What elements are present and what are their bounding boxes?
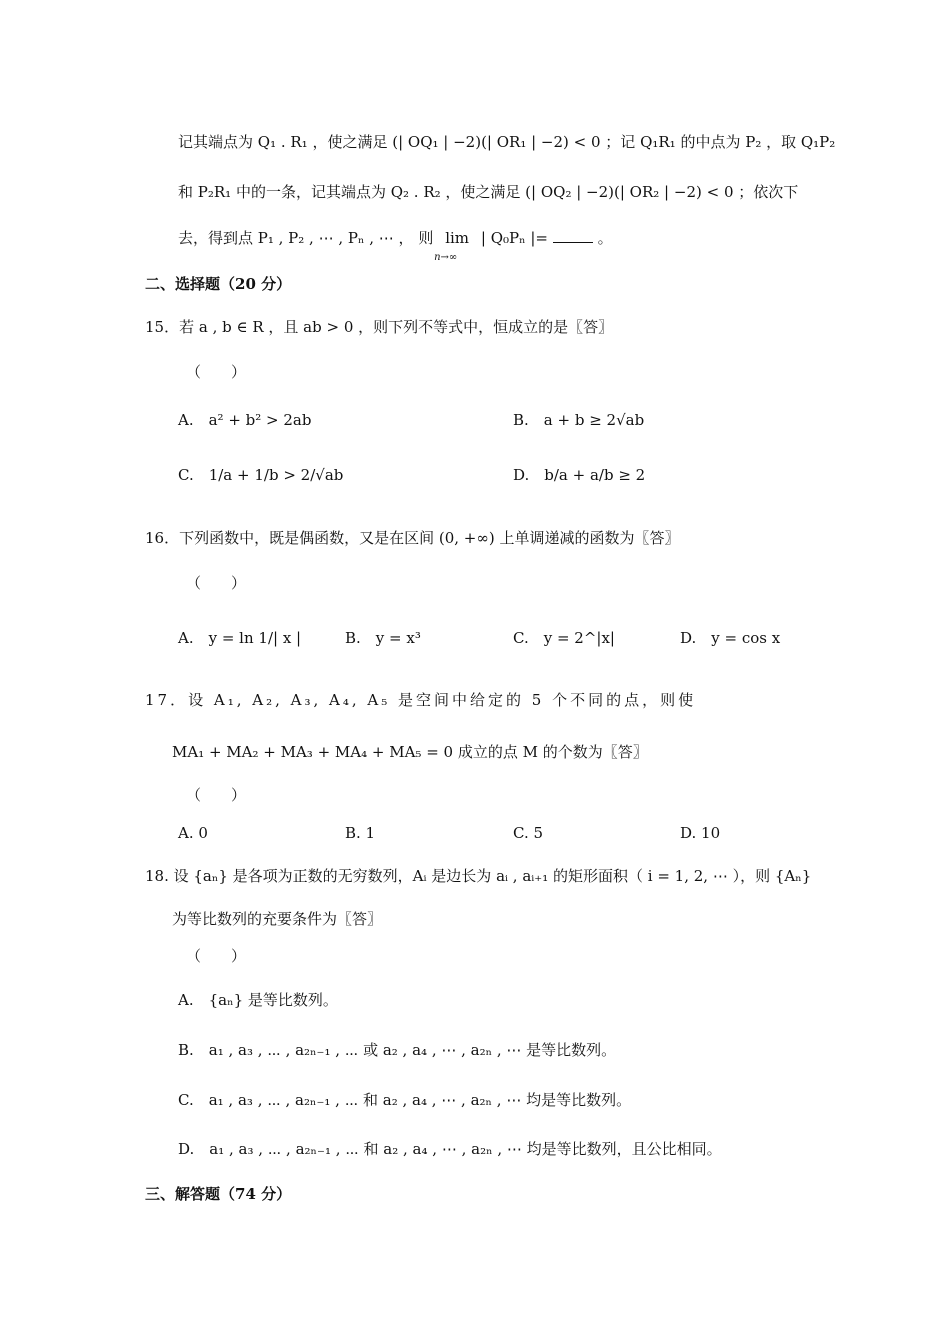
question-17-option-a: A. 0: [178, 824, 208, 842]
question-15-option-b: B. a + b ≥ 2√ab: [513, 411, 645, 429]
answer-blank[interactable]: [553, 228, 593, 243]
question-16-paren: （ ）: [186, 574, 247, 592]
question-18-option-b: B. a₁ , a₃ , ⋯ , a₂ₙ₋₁ , ⋯ 或 a₂ , a₄ , ⋯ , a₂ₙ , ⋯ 是等比数列。: [178, 1041, 617, 1059]
question-18-option-a: A. {aₙ} 是等比数列。: [178, 991, 338, 1009]
text-line-3-d: | Q₀Pₙ |=: [480, 229, 548, 247]
question-16-option-d: D. y = cos x: [680, 629, 781, 647]
question-15-option-a: A. a² + b² > 2ab: [178, 411, 312, 429]
question-15-option-c: C. 1/a + 1/b > 2/√ab: [178, 466, 344, 484]
text-line-2: 和 P₂R₁ 中的一条，记其端点为 Q₂ . R₂ ，使之满足 (| OQ₂ | −2)(| OR₂ | −2) < 0 ；依次下: [178, 183, 799, 201]
text-line-3-e: 。: [597, 229, 613, 247]
question-17-option-d: D. 10: [680, 824, 721, 842]
question-17-option-c: C. 5: [513, 824, 544, 842]
limit-subscript: n→∞: [434, 252, 458, 263]
question-17-option-b: B. 1: [345, 824, 376, 842]
section-heading-3: 三、解答题（74 分）: [145, 1185, 292, 1203]
limit-word: lim: [445, 229, 470, 247]
question-16: 16．下列函数中，既是偶函数，又是在区间 (0, +∞) 上单调递减的函数为〖答〗: [145, 529, 680, 547]
section-heading-2: 二、选择题（20 分）: [145, 275, 292, 293]
question-18: 18. 设 {aₙ} 是各项为正数的无穷数列，Aᵢ 是边长为 aᵢ , aᵢ₊₁ 的矩形面积（ i = 1, 2, ⋯ ），则 {Aₙ}: [145, 867, 812, 885]
question-16-option-a: A. y = ln 1/| x |: [178, 629, 302, 647]
limit-notation: [434, 228, 474, 263]
question-15-paren: （ ）: [186, 363, 247, 381]
question-18-option-d: D. a₁ , a₃ , ⋯ , a₂ₙ₋₁ , ⋯ 和 a₂ , a₄ , ⋯ , a₂ₙ , ⋯ 均是等比数列，且公比相同。: [178, 1140, 722, 1158]
question-17-line-2: MA₁ + MA₂ + MA₃ + MA₄ + MA₅ = 0 成立的点 M 的个数为〖答〗: [172, 743, 648, 761]
question-15-option-d: D. b/a + a/b ≥ 2: [513, 466, 646, 484]
question-17: 17．设 A₁, A₂, A₃, A₄, A₅ 是空间中给定的 5 个不同的点，则使: [145, 691, 697, 709]
question-16-option-c: C. y = 2^|x|: [513, 629, 615, 647]
text-line-3: [178, 228, 613, 263]
text-line-3-a: 去，得到点 P₁ , P₂ , ⋯ , Pₙ , ⋯ ， 则: [178, 229, 434, 247]
question-16-option-b: B. y = x³: [345, 629, 421, 647]
question-15: 15．若 a , b ∈ R ，且 ab > 0 ，则下列不等式中，恒成立的是〖答〗: [145, 318, 614, 336]
question-18-option-c: C. a₁ , a₃ , ⋯ , a₂ₙ₋₁ , ⋯ 和 a₂ , a₄ , ⋯ , a₂ₙ , ⋯ 均是等比数列。: [178, 1091, 632, 1109]
question-18-line-2: 为等比数列的充要条件为〖答〗: [172, 910, 383, 928]
text-line-1: 记其端点为 Q₁ . R₁ ，使之满足 (| OQ₁ | −2)(| OR₁ | −2) < 0 ；记 Q₁R₁ 的中点为 P₂ ，取 Q₁P₂: [178, 133, 836, 151]
question-17-paren: （ ）: [186, 786, 247, 804]
question-18-paren: （ ）: [186, 947, 247, 965]
